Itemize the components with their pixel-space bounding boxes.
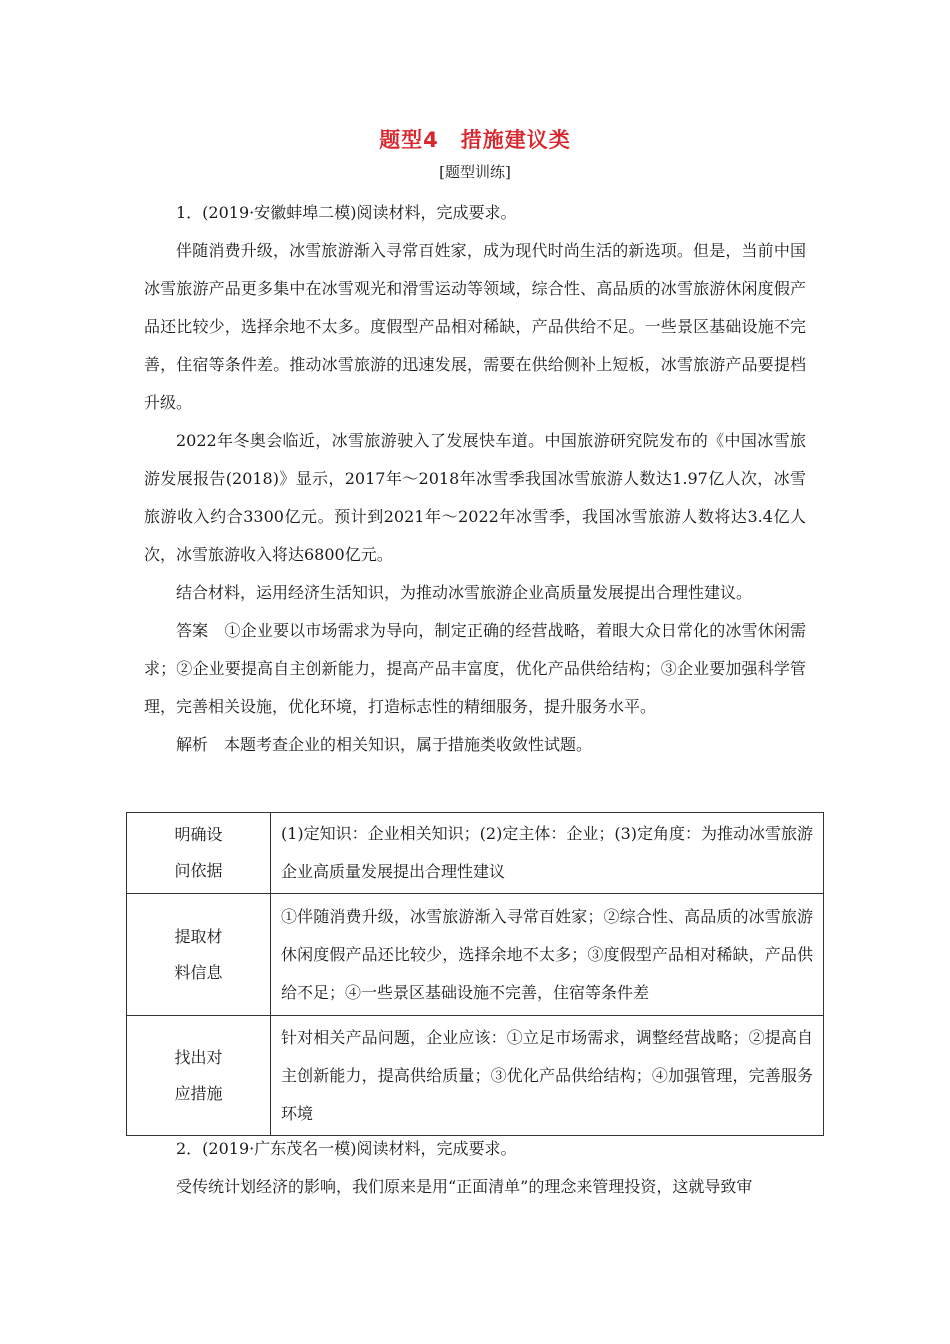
answer-label: 答案: [176, 621, 209, 640]
question-2-heading: 2．(2019·广东茂名一模)阅读材料，完成要求。: [176, 1139, 517, 1158]
table-row-content: ①伴随消费升级，冰雪旅游渐入寻常百姓家；②综合性、高品质的冰雪旅游休闲度假产品还比较少，选择余地不太多；③度假型产品相对稀缺，产品供给不足；④一些景区基础设施不完善，住宿等条件差: [271, 894, 824, 1016]
table-row-content: 针对相关产品问题，企业应该：①立足市场需求，调整经营战略；②提高自主创新能力，提高供给质量；③优化产品供给结构；④加强管理，完善服务环境: [271, 1016, 824, 1136]
question-1-material-paragraph-2: 2022年冬奥会临近，冰雪旅游驶入了发展快车道。中国旅游研究院发布的《中国冰雪旅游发展报告(2018)》显示，2017年～2018年冰雪季我国冰雪旅游人数达1.97亿人次，冰雪旅游收入约合3300亿元。预计到2021年～2022年冰雪季，我国冰雪旅游人数将达3.4亿人次，冰雪旅游收入将达6800亿元。: [144, 431, 806, 564]
analysis-table: [126, 812, 824, 1136]
table-row-header: 找出对 应措施: [127, 1016, 271, 1136]
question-1-material-paragraph-1: 伴随消费升级，冰雪旅游渐入寻常百姓家，成为现代时尚生活的新选项。但是，当前中国冰雪旅游产品更多集中在冰雪观光和滑雪运动等领域，综合性、高品质的冰雪旅游休闲度假产品还比较少，选择余地不太多。度假型产品相对稀缺，产品供给不足。一些景区基础设施不完善，住宿等条件差。推动冰雪旅游的迅速发展，需要在供给侧补上短板，冰雪旅游产品要提档升级。: [144, 241, 806, 412]
question-1-answer: [144, 612, 806, 726]
question-2-material-paragraph-1: 受传统计划经济的影响，我们原来是用“正面清单”的理念来管理投资，这就导致审: [176, 1177, 753, 1196]
analysis-text: 本题考查企业的相关知识，属于措施类收敛性试题。: [224, 735, 593, 754]
table-row-header: 提取材 料信息: [127, 894, 271, 1016]
table-row-header: 明确设 问依据: [127, 813, 271, 894]
analysis-label: 解析: [176, 735, 209, 754]
question-1-prompt: 结合材料，运用经济生活知识，为推动冰雪旅游企业高质量发展提出合理性建议。: [176, 583, 753, 602]
table-row: [127, 1016, 824, 1136]
question-1-analysis: [144, 726, 806, 764]
question-2: [144, 1130, 806, 1206]
answer-text: ①企业要以市场需求为导向，制定正确的经营战略，着眼大众日常化的冰雪休闲需求；②企业要提高自主创新能力，提高产品丰富度，优化产品供给结构；③企业要加强科学管理，完善相关设施，优化环境，打造标志性的精细服务，提升服务水平。: [144, 621, 806, 716]
table-row-content: (1)定知识：企业相关知识；(2)定主体：企业；(3)定角度：为推动冰雪旅游企业高质量发展提出合理性建议: [271, 813, 824, 894]
table-row: [127, 813, 824, 894]
page-title: 题型4 措施建议类: [379, 128, 571, 152]
section-subtitle: [题型训练]: [439, 163, 511, 181]
question-1: [144, 194, 806, 764]
question-1-heading: 1．(2019·安徽蚌埠二模)阅读材料，完成要求。: [176, 203, 517, 222]
table-row: [127, 894, 824, 1016]
